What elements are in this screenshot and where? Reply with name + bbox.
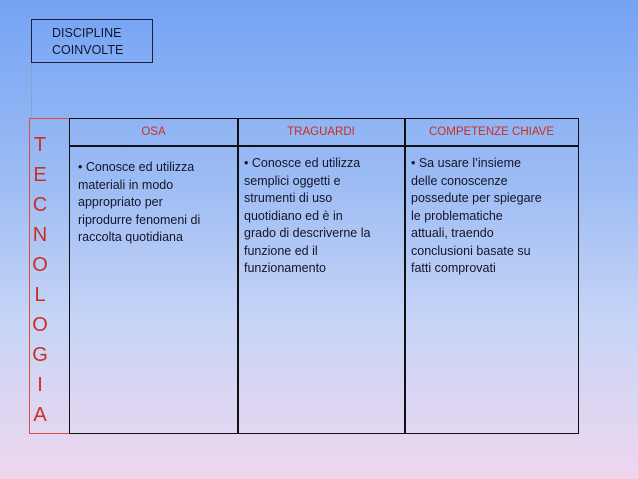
- side-letter: I: [37, 374, 43, 396]
- title-line-2: COINVOLTE: [52, 43, 124, 57]
- cell-line: funzionamento: [244, 261, 327, 275]
- column-divider: [237, 119, 239, 433]
- disciplines-title-box: [31, 19, 153, 63]
- side-letter: E: [33, 164, 47, 186]
- cell-line: semplici oggetti e: [244, 173, 341, 188]
- cell-line: le problematiche: [411, 208, 503, 223]
- header-competenze-chiave: COMPETENZE CHIAVE: [428, 126, 555, 138]
- cell-line: grado di descriverne la: [244, 226, 371, 240]
- cell-traguardi: [244, 155, 402, 278]
- side-letter: N: [32, 224, 48, 246]
- side-letter: G: [32, 344, 48, 366]
- cell-line: possedute per spiegare: [411, 191, 542, 205]
- side-letter: O: [32, 314, 48, 336]
- side-letter: A: [33, 404, 47, 426]
- cell-line: • Sa usare l’insieme: [411, 156, 521, 170]
- cell-osa: [78, 159, 234, 247]
- header-divider: [70, 145, 578, 147]
- cell-line: strumenti di uso: [244, 191, 333, 205]
- connector-line: [31, 63, 32, 118]
- header-traguardi: TRAGUARDI: [287, 126, 355, 138]
- column-divider: [404, 119, 406, 433]
- cell-line: materiali in modo: [78, 177, 174, 192]
- cell-line: delle conoscenze: [411, 173, 508, 188]
- cell-line: • Conosce ed utilizza: [244, 156, 361, 170]
- cell-line: conclusioni basate su: [411, 243, 531, 258]
- side-letter: O: [32, 254, 48, 276]
- cell-line: • Conosce ed utilizza: [78, 160, 195, 174]
- vertical-subject-label: [30, 130, 50, 430]
- side-letter: T: [33, 134, 47, 156]
- cell-competenze-chiave: [411, 155, 576, 278]
- title-line-1: DISCIPLINE: [52, 26, 122, 40]
- side-letter: C: [32, 194, 48, 216]
- header-osa: OSA: [141, 126, 166, 138]
- cell-line: quotidiano ed è in: [244, 208, 343, 223]
- cell-line: raccolta quotidiana: [78, 230, 183, 244]
- cell-line: fatti comprovati: [411, 261, 496, 275]
- side-letter: L: [34, 284, 46, 306]
- cell-line: appropriato per: [78, 195, 163, 209]
- competency-table: [69, 118, 579, 434]
- cell-line: funzione ed il: [244, 243, 318, 258]
- cell-line: riprodurre fenomeni di: [78, 212, 201, 227]
- cell-line: attuali, traendo: [411, 226, 494, 240]
